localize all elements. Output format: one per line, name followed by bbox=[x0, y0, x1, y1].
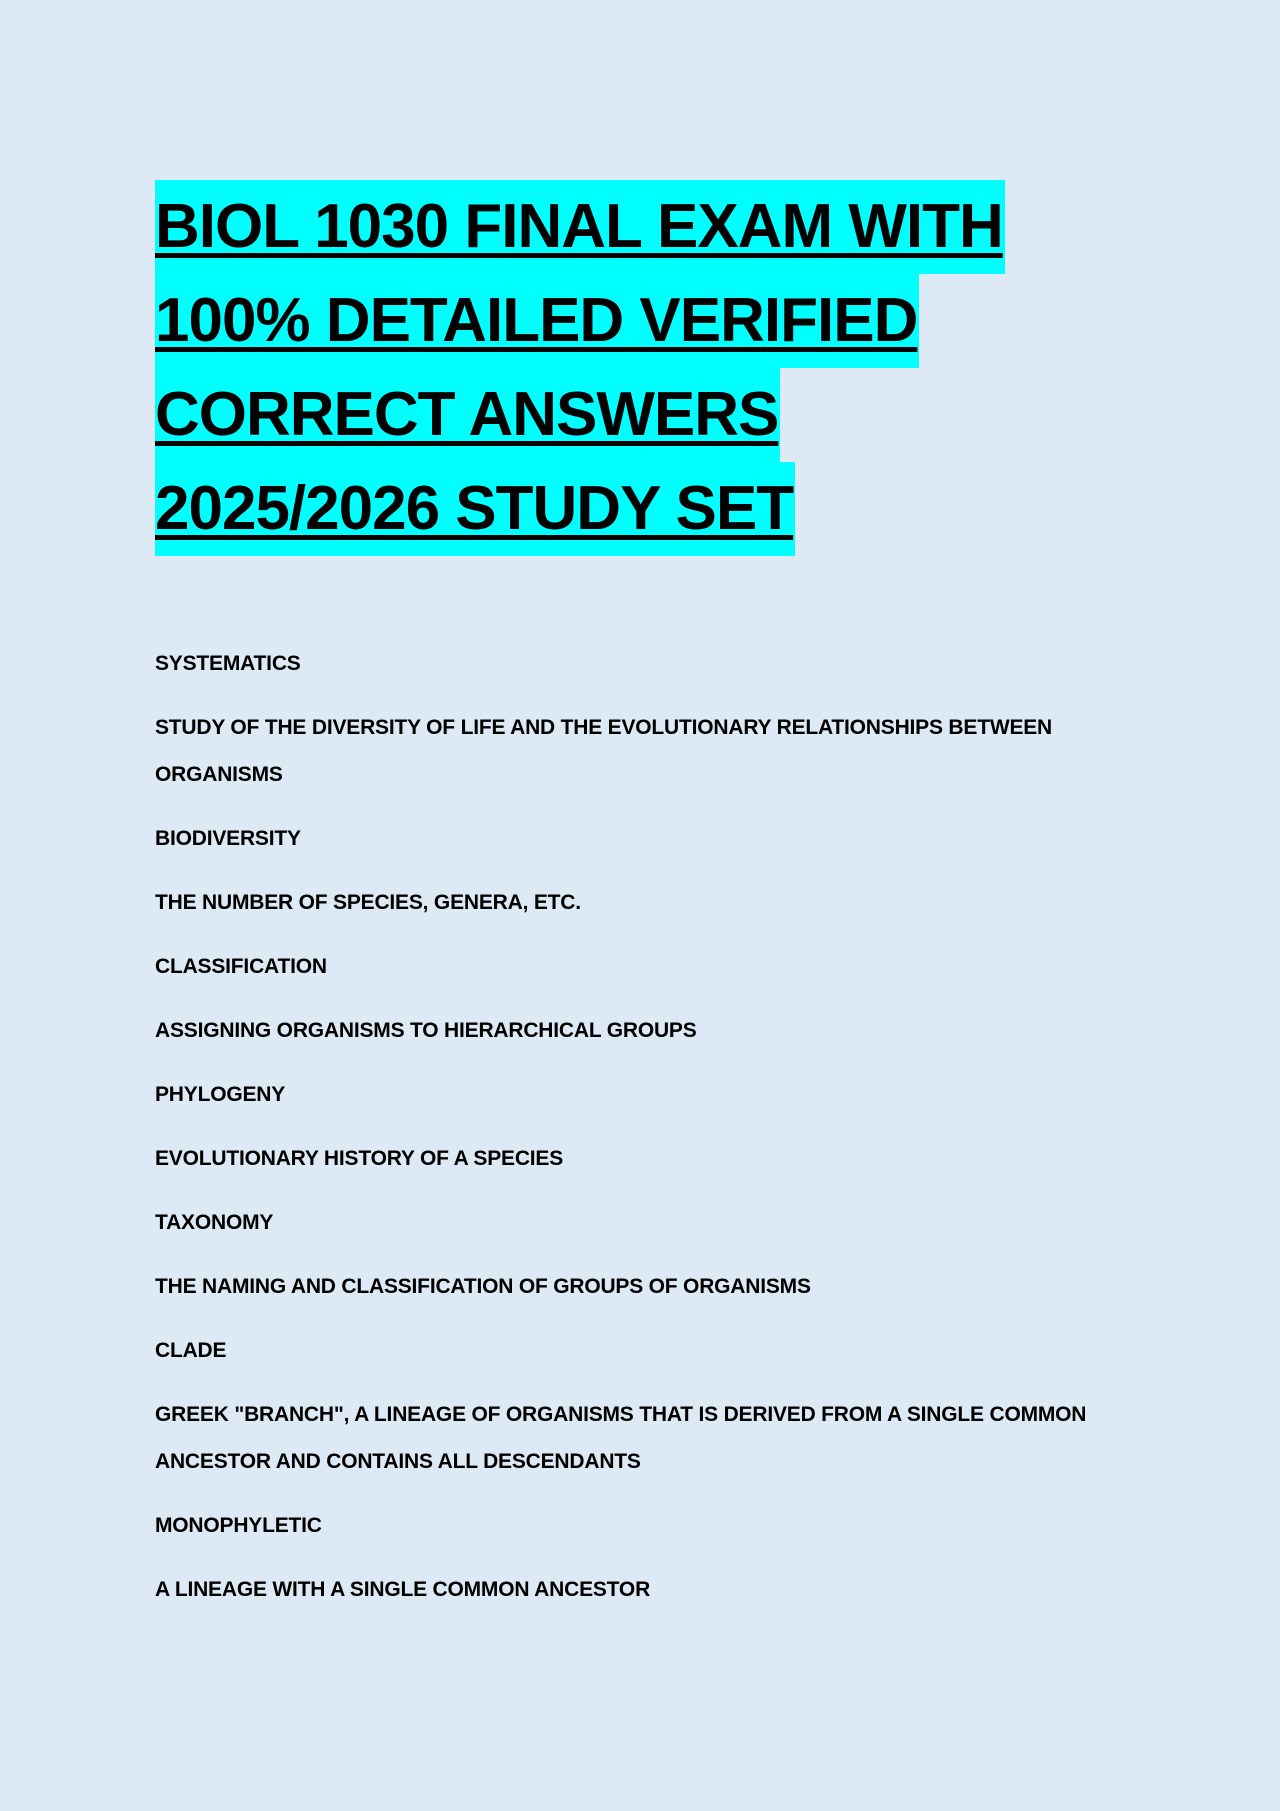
term bbox=[155, 815, 1135, 862]
title-line-text: CORRECT ANSWERS bbox=[155, 368, 780, 462]
definition bbox=[155, 1007, 1135, 1054]
term-text: PHYLOGENY bbox=[155, 1083, 286, 1106]
term-text: TAXONOMY bbox=[155, 1211, 274, 1234]
term bbox=[155, 943, 1135, 990]
term bbox=[155, 1502, 1135, 1549]
term bbox=[155, 640, 1135, 687]
definition bbox=[155, 1135, 1135, 1182]
title-line bbox=[155, 180, 1155, 274]
study-set-list bbox=[155, 640, 1135, 1630]
definition bbox=[155, 1263, 1135, 1310]
title-line-text: BIOL 1030 FINAL EXAM WITH bbox=[155, 180, 1005, 274]
definition-text: EVOLUTIONARY HISTORY OF A SPECIES bbox=[155, 1147, 564, 1170]
definition-text: THE NAMING AND CLASSIFICATION OF GROUPS OF ORGANISMS bbox=[155, 1275, 811, 1298]
definition bbox=[155, 1566, 1135, 1613]
title-line-text: 2025/2026 STUDY SET bbox=[155, 462, 795, 556]
term-text: BIODIVERSITY bbox=[155, 827, 301, 850]
term bbox=[155, 1071, 1135, 1118]
term-text: SYSTEMATICS bbox=[155, 652, 301, 675]
definition bbox=[155, 1391, 1135, 1485]
definition-text: STUDY OF THE DIVERSITY OF LIFE AND THE EVOLUTIONARY RELATIONSHIPS BETWEEN ORGANISMS bbox=[155, 716, 1053, 786]
term-text: CLADE bbox=[155, 1339, 227, 1362]
definition-text: ASSIGNING ORGANISMS TO HIERARCHICAL GROUPS bbox=[155, 1019, 697, 1042]
definition-text: GREEK "BRANCH", A LINEAGE OF ORGANISMS THAT IS DERIVED FROM A SINGLE COMMON ANCESTOR AND CONTAINS ALL DESCENDANTS bbox=[155, 1403, 1087, 1473]
document-title bbox=[155, 180, 1155, 556]
term bbox=[155, 1327, 1135, 1374]
term-text: MONOPHYLETIC bbox=[155, 1514, 322, 1537]
title-line bbox=[155, 274, 1155, 368]
title-line bbox=[155, 368, 1155, 462]
definition bbox=[155, 704, 1135, 798]
term bbox=[155, 1199, 1135, 1246]
title-line bbox=[155, 462, 1155, 556]
definition bbox=[155, 879, 1135, 926]
term-text: CLASSIFICATION bbox=[155, 955, 327, 978]
definition-text: A LINEAGE WITH A SINGLE COMMON ANCESTOR bbox=[155, 1578, 651, 1601]
title-line-text: 100% DETAILED VERIFIED bbox=[155, 274, 919, 368]
definition-text: THE NUMBER OF SPECIES, GENERA, ETC. bbox=[155, 891, 581, 914]
